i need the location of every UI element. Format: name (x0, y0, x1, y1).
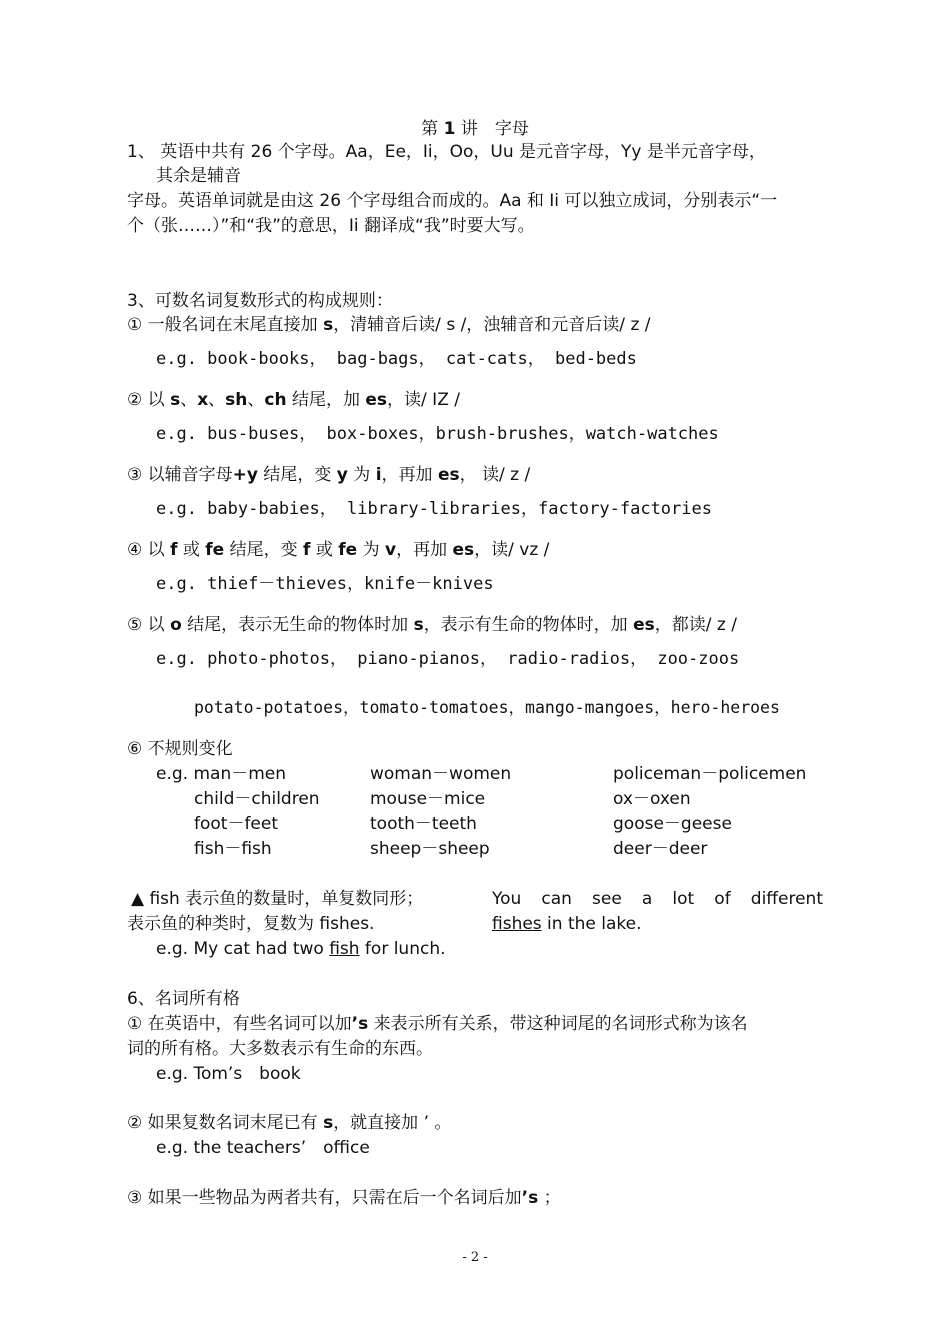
page-number: - 2 - (462, 1250, 488, 1265)
note-right-line-1: You can see a lot of different (492, 889, 823, 909)
irregular-cell: foot－feet (194, 814, 279, 834)
note-line-2: 表示鱼的种类时，复数为 fishes. (127, 914, 375, 934)
irregular-cell: policeman－policemen (613, 764, 807, 784)
rule-1-example: e.g. book-books， bag-bags， cat-cats， bed-beds (156, 349, 637, 369)
lesson-title: 第 1 讲 字母 (421, 119, 529, 139)
irregular-cell: ox－oxen (613, 789, 691, 809)
s6-point-2: ② 如果复数名词末尾已有 s，就直接加 ’ 。 (127, 1113, 452, 1133)
irregular-cell: deer－deer (613, 839, 708, 859)
irregular-cell: fish－fish (194, 839, 272, 859)
rule-6: ⑥ 不规则变化 (127, 739, 233, 759)
irregular-cell: goose－geese (613, 814, 732, 834)
irregular-cell: child－children (194, 789, 320, 809)
irregular-cell: woman－women (370, 764, 512, 784)
s6-point-3: ③ 如果一些物品为两者共有，只需在后一个名词后加’s ； (127, 1188, 561, 1208)
s1-line3: 字母。英语单词就是由这 26 个字母组合而成的。Aa 和 Ii 可以独立成词，分别表示“一 (127, 191, 778, 211)
rule-2: ② 以 s、x、sh、ch 结尾，加 es，读/ IZ / (127, 390, 460, 410)
irregular-cell: e.g. man－men (156, 764, 287, 784)
s6-point-1-example: e.g. Tom’s book (156, 1064, 301, 1084)
rule-4-example: e.g. thief－thieves，knife－knives (156, 574, 494, 594)
s1-line1: 1、 英语中共有 26 个字母。Aa，Ee，Ii，Oo，Uu 是元音字母，Yy 是半元音字母， (127, 142, 766, 162)
s1-line2: 其余是辅音 (156, 166, 241, 186)
s3-heading: 3、可数名词复数形式的构成规则： (127, 291, 393, 311)
s6-point-1-line-2: 词的所有格。大多数表示有生命的东西。 (127, 1039, 433, 1059)
irregular-cell: sheep－sheep (370, 839, 490, 859)
s1-line4: 个（张……）”和“我”的意思，Ii 翻译成“我”时要大写。 (127, 216, 535, 236)
note-example: e.g. My cat had two fish for lunch. (156, 939, 446, 959)
irregular-cell: mouse－mice (370, 789, 486, 809)
s6-heading: 6、名词所有格 (127, 989, 240, 1009)
rule-4: ④ 以 f 或 fe 结尾，变 f 或 fe 为 v，再加 es，读/ vz / (127, 540, 550, 560)
s6-point-2-example: e.g. the teachers’ office (156, 1138, 370, 1158)
rule-5-example-2: potato-potatoes，tomato-tomatoes，mango-mangoes，hero-heroes (194, 698, 780, 717)
note-line-1: ▲ fish 表示鱼的数量时，单复数同形； (131, 889, 424, 909)
rule-3: ③ 以辅音字母+y 结尾，变 y 为 i，再加 es， 读/ z / (127, 465, 531, 485)
irregular-cell: tooth－teeth (370, 814, 477, 834)
rule-3-example: e.g. baby-babies， library-libraries，factory-factories (156, 499, 712, 519)
note-right-line-2: fishes in the lake. (492, 914, 642, 934)
rule-1: ① 一般名词在末尾直接加 s，清辅音后读/ s /，浊辅音和元音后读/ z / (127, 315, 651, 335)
rule-2-example: e.g. bus-buses， box-boxes，brush-brushes，watch-watches (156, 424, 719, 444)
s6-point-1-line-1: ① 在英语中，有些名词可以加’s 来表示所有关系，带这种词尾的名词形式称为该名 (127, 1014, 748, 1034)
rule-5: ⑤ 以 o 结尾，表示无生命的物体时加 s，表示有生命的物体时，加 es，都读/ z / (127, 615, 737, 635)
rule-5-example-1: e.g. photo-photos， piano-pianos， radio-radios， zoo-zoos (156, 649, 740, 669)
